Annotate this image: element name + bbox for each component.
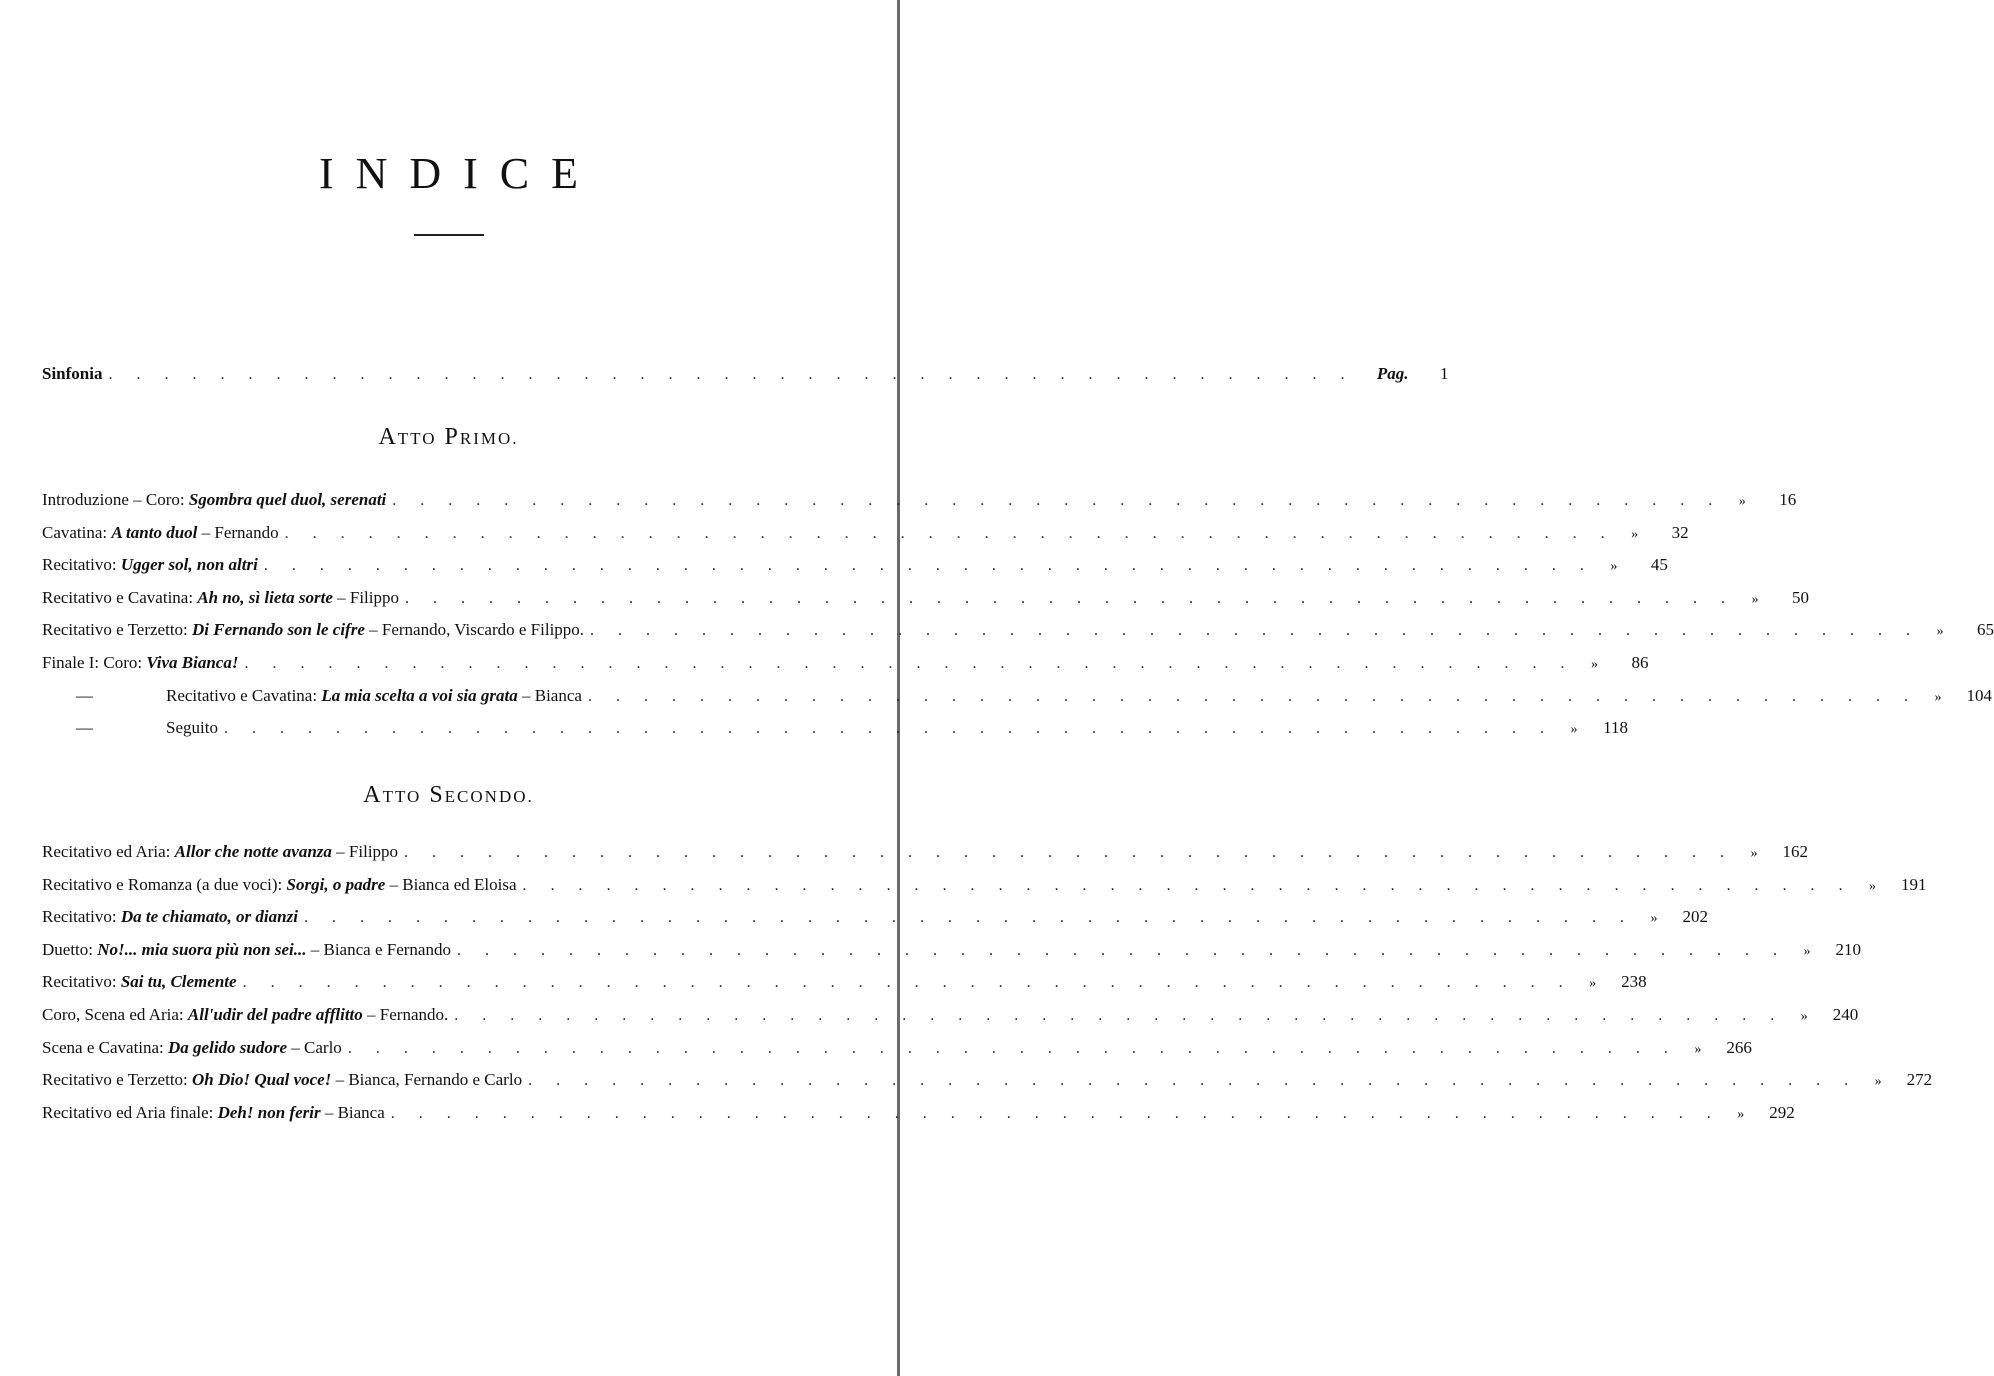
page-number: 16 — [1779, 490, 1797, 509]
entry-prefix: Recitativo: — [42, 907, 121, 927]
entry-suffix: – Fernando. — [362, 1005, 449, 1024]
toc-row[interactable] — [42, 718, 1628, 742]
heading-rest: TTO — [397, 429, 437, 448]
leader-dots: . . . . . . . . . . . . . . . . . . . . . . . . . . . . . . . . . . . . . . . . . . . . . . . . — [347, 1039, 1678, 1057]
ditto-mark: » — [1570, 722, 1578, 738]
toc-entry-label — [42, 1103, 385, 1123]
heading-initial: A — [363, 782, 383, 808]
toc-entry-label — [42, 1038, 342, 1058]
heading-initial: A — [378, 424, 398, 450]
toc-row[interactable] — [42, 490, 1797, 514]
leader-dots: . . . . . . . . . . . . . . . . . . . . . . . . . . . . . . . . . . . . . . . . . . . . . . . . — [392, 492, 1723, 509]
ditto-mark: » — [1737, 1106, 1745, 1122]
entry-prefix: Cavatina: — [42, 522, 112, 542]
entry-title: All'udir del padre afflitto — [187, 1005, 363, 1024]
ditto-mark: » — [1750, 846, 1758, 861]
entry-prefix: Recitativo: — [42, 555, 121, 575]
toc-entry-label — [42, 555, 258, 575]
leader-dots: . . . . . . . . . . . . . . . . . . . . . . . . . . . . . . . . . . . . . . . . . . . . . . . . — [590, 622, 1921, 640]
ditto-mark: » — [1803, 943, 1811, 959]
toc-row[interactable] — [42, 587, 1809, 612]
entry-prefix: Introduzione – Coro: — [42, 490, 189, 509]
toc-entry-label — [166, 718, 218, 738]
ditto-mark: » — [1936, 624, 1944, 640]
leader-dots: . . . . . . . . . . . . . . . . . . . . . . . . . . . . . . . . . . . . . . . . . . . . . . . . — [242, 974, 1573, 992]
toc-entry-label — [42, 842, 398, 862]
entry-prefix: Recitativo: — [42, 972, 121, 992]
page-number: 162 — [1782, 842, 1809, 861]
leader-dots: . . . . . . . . . . . . . . . . . . . . . . . . . . . . . . . . . . . . . . . . . . . . . — [108, 366, 1355, 383]
entry-suffix: – Bianca, Fernando e Carlo — [331, 1070, 523, 1090]
toc-entry-label — [42, 653, 238, 673]
page-number: 292 — [1769, 1102, 1795, 1122]
leader-dots: . . . . . . . . . . . . . . . . . . . . . . . . . . . . . . . . . . . . . . . . . . . . . . . . — [263, 557, 1594, 575]
toc-row[interactable] — [42, 842, 1809, 866]
entry-suffix: – Filippo — [331, 842, 399, 861]
page-number: 50 — [1792, 587, 1809, 607]
entry-prefix: Scena e Cavatina: — [42, 1037, 169, 1057]
sub-entry-dash: — — [76, 718, 93, 738]
entry-prefix: Recitativo ed Aria finale: — [42, 1102, 218, 1122]
entry-prefix: Recitativo e Romanza (a due voci): — [42, 874, 287, 894]
entry-prefix: Recitativo e Terzetto: — [42, 620, 193, 640]
page-title: INDICE — [318, 149, 601, 198]
entry-title: Deh! non ferir — [217, 1102, 321, 1122]
ditto-mark: » — [1631, 526, 1639, 542]
ditto-mark: » — [1650, 911, 1658, 927]
entry-title: Da te chiamato, or dianzi — [120, 907, 298, 927]
heading-initial: S — [429, 782, 445, 808]
toc-row[interactable] — [42, 653, 1649, 677]
entry-suffix: – Fernando — [197, 522, 279, 542]
leader-dots: . . . . . . . . . . . . . . . . . . . . . . . . . . . . . . . . . . . . . . . . . . . . . . . . — [522, 876, 1853, 894]
page-number: 240 — [1832, 1005, 1859, 1024]
page-number: 272 — [1906, 1070, 1933, 1090]
entry-suffix: – Bianca ed Eloisa — [385, 874, 517, 894]
leader-dots: . . . . . . . . . . . . . . . . . . . . . . . . . . . . . . . . . . . . . . . . . . . . . . . . — [223, 720, 1554, 738]
ditto-mark: » — [1751, 591, 1759, 607]
toc-row[interactable] — [42, 939, 1861, 964]
page-label: Pag. — [1376, 364, 1409, 383]
toc-entry-label — [166, 686, 582, 706]
toc-row[interactable] — [42, 1005, 1859, 1029]
entry-title: Di Fernando son le cifre — [192, 620, 365, 640]
entry-prefix: Duetto: — [42, 939, 98, 959]
page-number: 32 — [1671, 522, 1689, 542]
leader-dots: . . . . . . . . . . . . . . . . . . . . . . . . . . . . . . . . . . . . . . . . . . . . . . . . — [528, 1072, 1859, 1090]
entry-title: Ah no, sì lieta sorte — [197, 587, 333, 607]
toc-entry-label — [42, 620, 584, 640]
leader-dots: . . . . . . . . . . . . . . . . . . . . . . . . . . . . . . . . . . . . . . . . . . . . . . . . — [404, 844, 1735, 861]
toc-entry-label — [42, 940, 451, 960]
entry-prefix: Recitativo ed Aria: — [42, 842, 175, 861]
entry-title: Sorgi, o padre — [286, 874, 386, 894]
toc-entry-label — [42, 907, 298, 927]
entry-title: A tanto duol — [111, 522, 198, 542]
entry-prefix: Recitativo e Cavatina: — [166, 685, 322, 705]
toc-row[interactable] — [42, 685, 1992, 710]
leader-dots: . . . . . . . . . . . . . . . . . . . . . . . . . . . . . . . . . . . . . . . . . . . . . . . . — [284, 524, 1615, 542]
entry-suffix: – Fernando, Viscardo e Filippo. — [364, 620, 585, 640]
toc-entry-label — [42, 1070, 522, 1090]
toc-row-sinfonia[interactable] — [42, 364, 1449, 388]
toc-entry-label — [42, 972, 237, 992]
page-number: 1 — [1439, 364, 1449, 383]
toc-row[interactable] — [42, 972, 1647, 996]
page-number: 118 — [1603, 718, 1628, 738]
page-number: 210 — [1835, 939, 1861, 959]
entry-prefix: Finale I: Coro: — [42, 653, 147, 672]
entry-suffix: – Bianca — [517, 685, 582, 705]
ditto-mark: » — [1610, 559, 1618, 575]
entry-title: La mia scelta a voi sia grata — [321, 685, 518, 705]
entry-title: Viva Bianca! — [146, 653, 239, 672]
heading-rest: TTO — [382, 787, 422, 806]
ditto-mark: » — [1590, 657, 1598, 672]
toc-row[interactable] — [42, 1102, 1795, 1127]
page-number: 238 — [1621, 972, 1647, 992]
sub-entry-dash: — — [76, 685, 93, 705]
toc-row[interactable] — [42, 555, 1668, 579]
toc-entry-label: Sinfonia — [42, 364, 103, 383]
toc-row[interactable] — [42, 907, 1708, 931]
toc-row[interactable] — [42, 1070, 1933, 1094]
entry-prefix: Seguito — [166, 718, 218, 738]
toc-row[interactable] — [42, 874, 1927, 899]
entry-suffix: – Filippo — [332, 587, 399, 607]
toc-entry-label — [42, 1005, 448, 1025]
leader-dots: . . . . . . . . . . . . . . . . . . . . . . . . . . . . . . . . . . . . . . . . . . . . . . . . — [244, 655, 1575, 672]
ditto-mark: » — [1694, 1041, 1702, 1057]
toc-entry-label — [42, 588, 399, 608]
entry-title: Oh Dio! Qual voce! — [192, 1070, 332, 1090]
entry-suffix: – Bianca — [320, 1102, 385, 1122]
toc-row[interactable] — [42, 620, 1994, 644]
toc-entry-label — [42, 490, 386, 510]
act-heading-primo — [0, 424, 897, 451]
leader-dots: . . . . . . . . . . . . . . . . . . . . . . . . . . . . . . . . . . . . . . . . . . . . . . . . — [303, 909, 1634, 927]
entry-suffix: – Carlo — [287, 1037, 342, 1057]
page-number: 104 — [1966, 685, 1992, 705]
page-number: 86 — [1631, 653, 1649, 672]
heading-initial: P — [444, 424, 460, 450]
ditto-mark: » — [1589, 976, 1597, 992]
leader-dots: . . . . . . . . . . . . . . . . . . . . . . . . . . . . . . . . . . . . . . . . . . . . . . . . — [587, 687, 1918, 705]
entry-title: Da gelido sudore — [168, 1037, 288, 1057]
entry-suffix: – Bianca e Fernando — [306, 939, 451, 959]
entry-title: Allor che notte avanza — [174, 842, 332, 861]
leader-dots: . . . . . . . . . . . . . . . . . . . . . . . . . . . . . . . . . . . . . . . . . . . . . . . . — [454, 1007, 1785, 1024]
entry-prefix: Recitativo e Cavatina: — [42, 587, 198, 607]
leader-dots: . . . . . . . . . . . . . . . . . . . . . . . . . . . . . . . . . . . . . . . . . . . . . . . . — [456, 941, 1787, 959]
ditto-mark: » — [1934, 689, 1942, 705]
entry-title: Sgombra quel duol, serenati — [188, 490, 387, 509]
entry-title: Ugger sol, non altri — [120, 555, 258, 575]
title-rule — [414, 234, 484, 236]
page-number: 266 — [1726, 1037, 1752, 1057]
leader-dots: . . . . . . . . . . . . . . . . . . . . . . . . . . . . . . . . . . . . . . . . . . . . . . . . — [390, 1104, 1721, 1122]
act-heading-secondo — [0, 782, 897, 809]
entry-title: Sai tu, Clemente — [120, 972, 237, 992]
toc-row[interactable] — [42, 522, 1689, 547]
heading-rest: ECONDO. — [444, 787, 534, 806]
page-number: 191 — [1901, 874, 1927, 894]
toc-entry-label — [42, 875, 517, 895]
page-number: 45 — [1650, 555, 1668, 575]
leader-dots: . . . . . . . . . . . . . . . . . . . . . . . . . . . . . . . . . . . . . . . . . . . . . . . . — [405, 589, 1735, 607]
ditto-mark: » — [1800, 1009, 1808, 1024]
page-number: 65 — [1977, 620, 1994, 640]
ditto-mark: » — [1874, 1074, 1882, 1090]
entry-prefix: Coro, Scena ed Aria: — [42, 1005, 188, 1024]
heading-rest: RIMO. — [459, 429, 519, 448]
toc-entry-label — [42, 523, 279, 543]
page-number: 202 — [1682, 907, 1708, 927]
entry-title: No!... mia suora più non sei... — [97, 939, 307, 959]
ditto-mark: » — [1738, 494, 1746, 509]
entry-prefix: Recitativo e Terzetto: — [42, 1070, 193, 1090]
toc-row[interactable] — [42, 1037, 1752, 1062]
ditto-mark: » — [1869, 878, 1876, 894]
